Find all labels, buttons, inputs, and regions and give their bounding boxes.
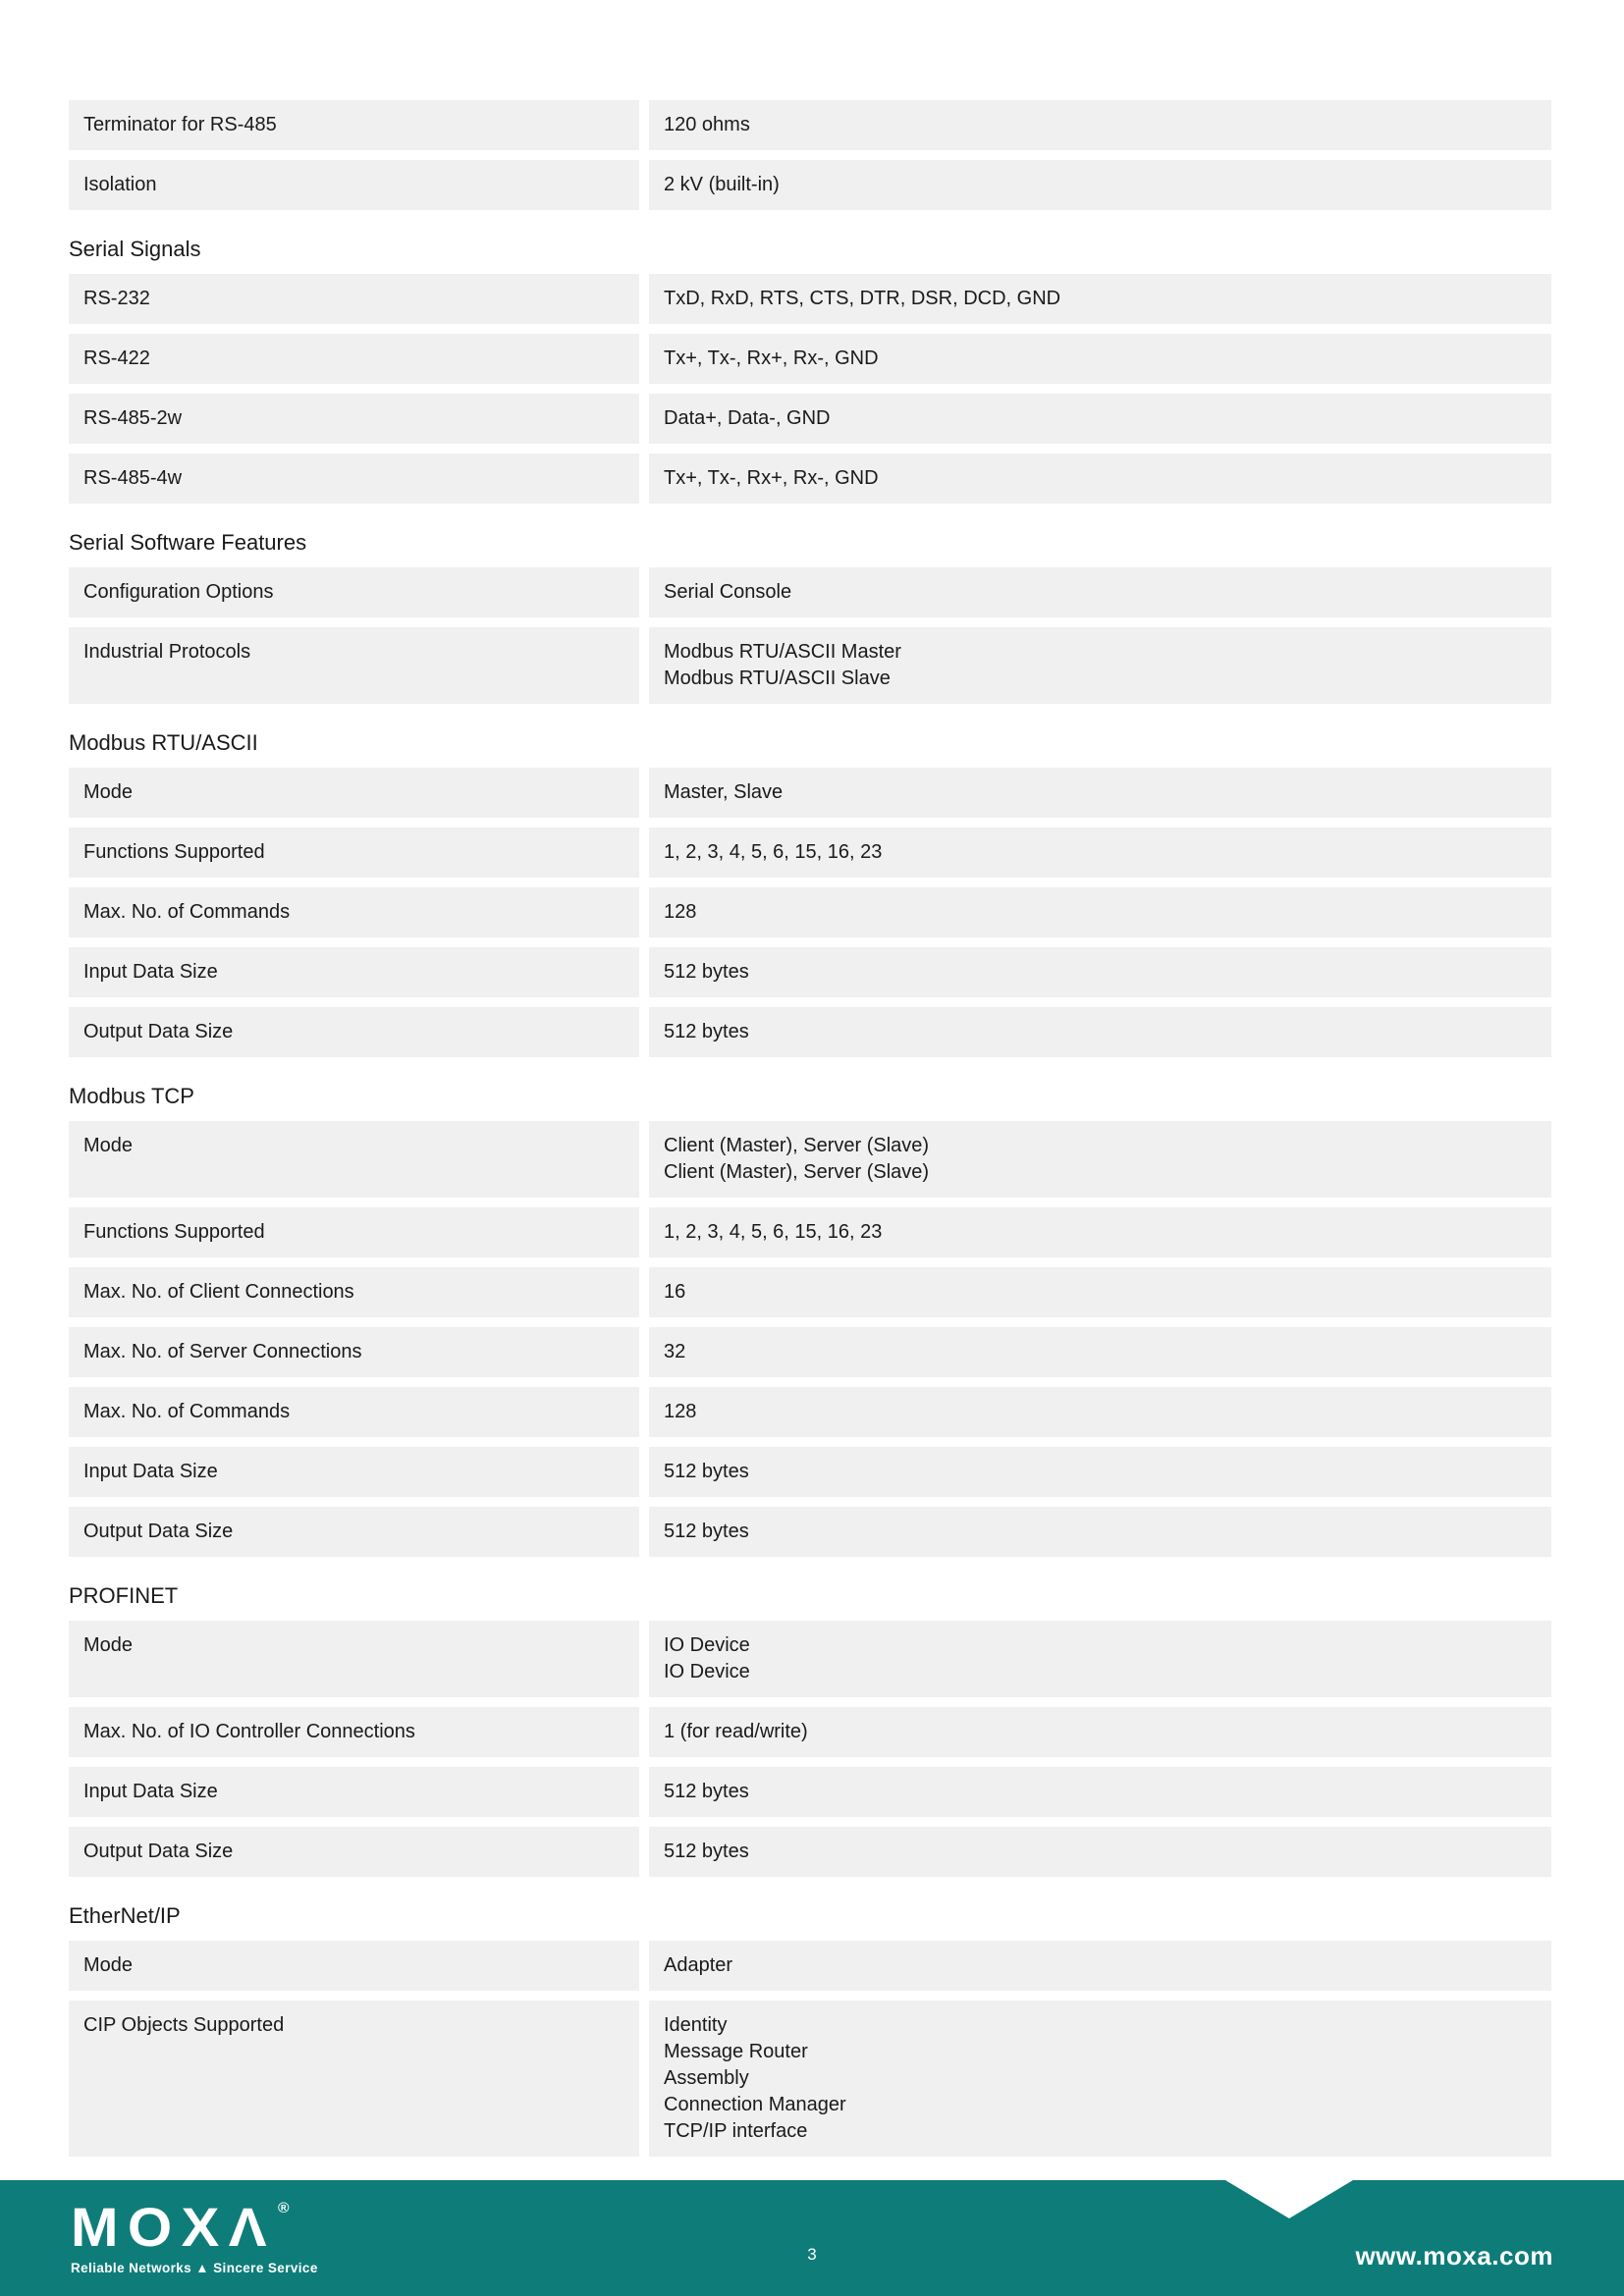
spec-value (649, 1007, 1551, 1057)
spec-section (69, 1903, 1551, 2157)
registered-trademark-icon: ® (278, 2200, 290, 2216)
section-rows (69, 274, 1551, 504)
spec-value-line: TxD, RxD, RTS, CTS, DTR, DSR, DCD, GND (664, 288, 1061, 309)
spec-value-line: Serial Console (664, 581, 792, 603)
spec-value-line: Master, Slave (664, 781, 784, 803)
spec-value (649, 828, 1551, 878)
spec-value-line: Client (Master), Server (Slave) (664, 1135, 930, 1156)
spec-label: Mode (69, 1121, 639, 1198)
spec-value (649, 1941, 1551, 1991)
spec-label: Max. No. of Server Connections (69, 1327, 639, 1377)
spec-label: Mode (69, 1621, 639, 1697)
spec-value (649, 334, 1551, 384)
spec-label: Max. No. of Commands (69, 887, 639, 937)
spec-value-line: 1 (for read/write) (664, 1721, 808, 1742)
spec-label: Functions Supported (69, 828, 639, 878)
spec-value-line: Modbus RTU/ASCII Slave (664, 667, 891, 689)
spec-label: RS-422 (69, 334, 639, 384)
spec-value-line: 128 (664, 901, 697, 923)
spec-sections-container (69, 100, 1551, 2157)
spec-label: Input Data Size (69, 1447, 639, 1497)
spec-value (649, 1827, 1551, 1877)
website-url: www.moxa.com (1355, 2241, 1553, 2270)
section-title: Modbus TCP (69, 1084, 194, 1108)
spec-value-line: Adapter (664, 1954, 733, 1976)
spec-value-line: Client (Master), Server (Slave) (664, 1161, 930, 1183)
spec-value-line: 32 (664, 1341, 686, 1362)
spec-value-line: Tx+, Tx-, Rx+, Rx-, GND (664, 347, 879, 369)
spec-value-line: TCP/IP interface (664, 2120, 808, 2142)
spec-value-line: 2 kV (built-in) (664, 174, 780, 195)
section-rows (69, 1121, 1551, 1557)
spec-label: RS-485-4w (69, 454, 639, 504)
spec-value-line: 512 bytes (664, 1021, 749, 1042)
spec-value (649, 1621, 1551, 1697)
spec-value-line: Message Router (664, 2041, 808, 2062)
spec-value (649, 454, 1551, 504)
spec-value (649, 1447, 1551, 1497)
spec-row (69, 454, 1551, 504)
spec-value-line: 120 ohms (664, 114, 750, 135)
spec-value-line: Identity (664, 2014, 728, 2036)
spec-row (69, 2001, 1551, 2157)
spec-label: Max. No. of Client Connections (69, 1267, 639, 1317)
spec-row (69, 1387, 1551, 1437)
spec-value-line: Connection Manager (664, 2094, 846, 2115)
spec-label: Input Data Size (69, 1767, 639, 1817)
spec-value (649, 887, 1551, 937)
spec-label: Output Data Size (69, 1827, 639, 1877)
spec-row (69, 160, 1551, 210)
spec-row (69, 567, 1551, 617)
spec-label: CIP Objects Supported (69, 2001, 639, 2157)
section-rows (69, 1621, 1551, 1877)
spec-section (69, 1084, 1551, 1557)
spec-label: Output Data Size (69, 1007, 639, 1057)
spec-label: Input Data Size (69, 947, 639, 997)
spec-section (69, 237, 1551, 504)
spec-label: RS-232 (69, 274, 639, 324)
spec-label: RS-485-2w (69, 394, 639, 444)
spec-row (69, 627, 1551, 704)
spec-value-line: IO Device (664, 1661, 750, 1682)
spec-value (649, 274, 1551, 324)
footer-notch-triangle-icon (1225, 2180, 1353, 2218)
spec-value (649, 2001, 1551, 2157)
spec-value-line: 16 (664, 1281, 686, 1303)
spec-row (69, 1767, 1551, 1817)
spec-row (69, 1267, 1551, 1317)
spec-label: Configuration Options (69, 567, 639, 617)
spec-value-line: 512 bytes (664, 1781, 749, 1802)
spec-value (649, 1327, 1551, 1377)
spec-row (69, 1827, 1551, 1877)
spec-label: Mode (69, 1941, 639, 1991)
spec-section (69, 100, 1551, 210)
page-footer (0, 2180, 1624, 2296)
spec-value (649, 1707, 1551, 1757)
spec-row (69, 947, 1551, 997)
spec-value-line: 512 bytes (664, 1461, 749, 1482)
moxa-tagline: Reliable Networks ▲ Sincere Service (71, 2261, 318, 2275)
spec-value (649, 1507, 1551, 1557)
spec-section (69, 1583, 1551, 1877)
spec-value (649, 567, 1551, 617)
spec-value (649, 627, 1551, 704)
spec-row (69, 828, 1551, 878)
spec-value-line: 512 bytes (664, 961, 749, 983)
spec-row (69, 1707, 1551, 1757)
spec-row (69, 1007, 1551, 1057)
spec-value (649, 1207, 1551, 1257)
spec-value-line: Tx+, Tx-, Rx+, Rx-, GND (664, 467, 879, 489)
spec-row (69, 1121, 1551, 1198)
spec-value (649, 1767, 1551, 1817)
spec-section (69, 730, 1551, 1057)
spec-row (69, 394, 1551, 444)
spec-row (69, 274, 1551, 324)
spec-label: Max. No. of Commands (69, 1387, 639, 1437)
spec-value-line: IO Device (664, 1634, 750, 1656)
section-title: PROFINET (69, 1583, 179, 1608)
spec-value-line: 1, 2, 3, 4, 5, 6, 15, 16, 23 (664, 841, 883, 863)
section-rows (69, 567, 1551, 704)
section-rows (69, 100, 1551, 210)
moxa-wordmark-text: MOXΛ (71, 2196, 276, 2258)
spec-value (649, 394, 1551, 444)
section-title: EtherNet/IP (69, 1903, 181, 1928)
spec-label: Functions Supported (69, 1207, 639, 1257)
spec-value-line: Assembly (664, 2067, 749, 2089)
spec-value (649, 160, 1551, 210)
spec-row (69, 334, 1551, 384)
spec-value-line: 512 bytes (664, 1521, 749, 1542)
spec-label: Max. No. of IO Controller Connections (69, 1707, 639, 1757)
spec-section (69, 530, 1551, 704)
section-rows (69, 1941, 1551, 2157)
spec-value-line: Data+, Data-, GND (664, 407, 831, 429)
spec-label: Output Data Size (69, 1507, 639, 1557)
spec-row (69, 1507, 1551, 1557)
section-title: Modbus RTU/ASCII (69, 730, 258, 755)
spec-row (69, 1327, 1551, 1377)
section-rows (69, 768, 1551, 1057)
spec-value (649, 100, 1551, 150)
spec-value-line: 128 (664, 1401, 697, 1422)
spec-value (649, 947, 1551, 997)
spec-value (649, 1387, 1551, 1437)
spec-value (649, 768, 1551, 818)
spec-row (69, 100, 1551, 150)
spec-label: Terminator for RS-485 (69, 100, 639, 150)
section-title: Serial Signals (69, 237, 201, 261)
spec-row (69, 1447, 1551, 1497)
spec-value (649, 1121, 1551, 1198)
spec-row (69, 1207, 1551, 1257)
spec-label: Mode (69, 768, 639, 818)
spec-label: Industrial Protocols (69, 627, 639, 704)
spec-row (69, 768, 1551, 818)
spec-value-line: 1, 2, 3, 4, 5, 6, 15, 16, 23 (664, 1221, 883, 1243)
spec-row (69, 887, 1551, 937)
page-number: 3 (807, 2245, 817, 2264)
spec-value-line: 512 bytes (664, 1841, 749, 1862)
spec-label: Isolation (69, 160, 639, 210)
spec-value (649, 1267, 1551, 1317)
spec-table (69, 100, 1551, 2166)
section-title: Serial Software Features (69, 530, 307, 555)
spec-row (69, 1941, 1551, 1991)
spec-row (69, 1621, 1551, 1697)
spec-value-line: Modbus RTU/ASCII Master (664, 641, 901, 663)
